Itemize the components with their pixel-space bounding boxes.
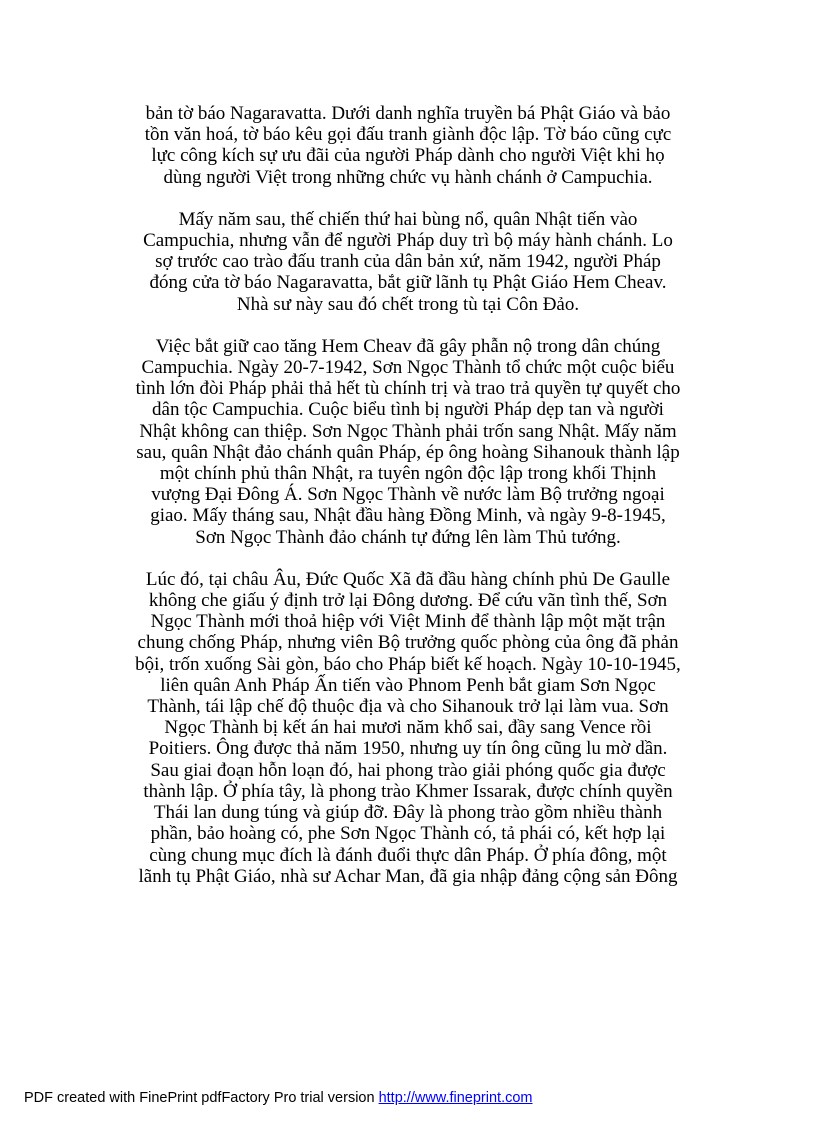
text-line: tình lớn đòi Pháp phải thả hết tù chính trị và trao trả quyền tự quyết cho [135, 378, 681, 400]
text-line: không che giấu ý định trở lại Đông dương. Để cứu vãn tình thế, Sơn [148, 590, 668, 612]
text-line: vượng Đại Đông Á. Sơn Ngọc Thành về nước làm Bộ trưởng ngoại [151, 484, 665, 506]
document-body [108, 103, 708, 908]
text-line: Campuchia, nhưng vẫn để người Pháp duy trì bộ máy hành chánh. Lo [143, 230, 673, 252]
text-line: cùng chung mục đích là đánh đuổi thực dân Pháp. Ở phía đông, một [149, 844, 667, 866]
text-line: Nhà sư này sau đó chết trong tù tại Côn Đảo. [236, 293, 580, 315]
pdf-footer [24, 1090, 533, 1106]
footer-link[interactable]: http://www.fineprint.com [378, 1090, 533, 1106]
text-line: lực công kích sự ưu đãi của người Pháp dành cho người Việt khi họ [151, 145, 665, 167]
text-line: bội, trốn xuống Sài gòn, báo cho Pháp biết kế hoạch. Ngày 10-10-1945, [135, 653, 681, 675]
text-line: Ngọc Thành mới thoả hiệp với Việt Minh để thành lập một mặt trận [150, 611, 666, 633]
text-line: Campuchia. Ngày 20-7-1942, Sơn Ngọc Thành tổ chức một cuộc biểu [141, 357, 675, 379]
text-line: thành lập. Ở phía tây, là phong trào Khmer Issarak, được chính quyền [143, 780, 673, 802]
paragraph [108, 103, 708, 188]
text-line: dân tộc Campuchia. Cuộc biểu tình bị người Pháp dẹp tan và người [152, 399, 664, 421]
paragraph [108, 569, 708, 887]
text-line: Thành, tái lập chế độ thuộc địa và cho Sihanouk trở lại làm vua. Sơn [147, 696, 669, 718]
text-line: Nhật không can thiệp. Sơn Ngọc Thành phải trốn sang Nhật. Mấy năm [139, 420, 677, 442]
text-line: Sơn Ngọc Thành đảo chánh tự đứng lên làm Thủ tướng. [195, 526, 621, 548]
text-line: Việc bắt giữ cao tăng Hem Cheav đã gây phẫn nộ trong dân chúng [155, 335, 661, 357]
footer-text: PDF created with FinePrint pdfFactory Pro trial version [24, 1090, 379, 1106]
text-line: đóng cửa tờ báo Nagaravatta, bắt giữ lãnh tụ Phật Giáo Hem Cheav. [149, 272, 667, 294]
text-line: liên quân Anh Pháp Ấn tiến vào Phnom Penh bắt giam Sơn Ngọc [160, 674, 656, 696]
text-line: Poitiers. Ông được thả năm 1950, nhưng uy tín ông cũng lu mờ dần. [148, 738, 668, 760]
text-line: một chính phủ thân Nhật, ra tuyên ngôn độc lập trong khối Thịnh [159, 463, 657, 485]
text-line: sợ trước cao trào đấu tranh của dân bản xứ, năm 1942, người Pháp [155, 251, 661, 273]
text-line: Mấy năm sau, thế chiến thứ hai bùng nổ, quân Nhật tiến vào [178, 208, 638, 230]
text-line: dùng người Việt trong những chức vụ hành chánh ở Campuchia. [163, 166, 653, 188]
text-line: bản tờ báo Nagaravatta. Dưới danh nghĩa truyền bá Phật Giáo và bảo [145, 103, 671, 124]
text-line: giao. Mấy tháng sau, Nhật đầu hàng Đồng Minh, và ngày 9-8-1945, [150, 505, 666, 527]
text-line: phần, bảo hoàng có, phe Sơn Ngọc Thành có, tả phái có, kết hợp lại [150, 823, 666, 845]
text-line: lãnh tụ Phật Giáo, nhà sư Achar Man, đã gia nhập đảng cộng sản Đông [138, 865, 678, 887]
text-line: tồn văn hoá, tờ báo kêu gọi đấu tranh giành độc lập. Tờ báo cũng cực [144, 124, 672, 146]
paragraph [108, 209, 708, 315]
text-line: Sau giai đoạn hỗn loạn đó, hai phong trào giải phóng quốc gia được [150, 759, 666, 781]
text-line: chung chống Pháp, nhưng viên Bộ trưởng quốc phòng của ông đã phản [137, 632, 679, 654]
text-line: sau, quân Nhật đảo chánh quân Pháp, ép ông hoàng Sihanouk thành lập [136, 441, 680, 463]
paragraph [108, 336, 708, 548]
text-line: Ngọc Thành bị kết án hai mươi năm khổ sai, đầy sang Vence rồi [164, 717, 652, 739]
text-line: Thái lan dung túng và giúp đỡ. Đây là phong trào gồm nhiều thành [153, 802, 663, 824]
text-line: Lúc đó, tại châu Âu, Đức Quốc Xã đã đầu hàng chính phủ De Gaulle [145, 568, 671, 590]
